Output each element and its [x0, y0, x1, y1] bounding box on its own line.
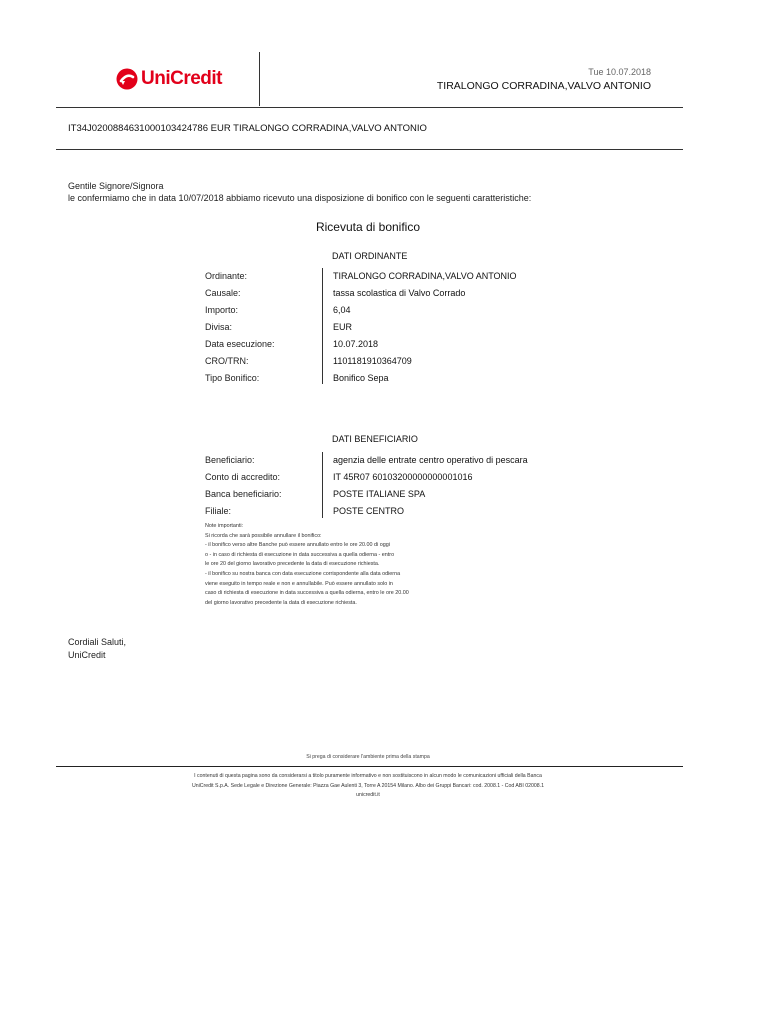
notes-line: caso di richiesta di esecuzione in data successiva a quella odierna, entro le ore 20.00: [205, 590, 409, 597]
importo-value: 6,04: [333, 305, 351, 315]
closing: [68, 636, 126, 662]
causale-label: Causale:: [205, 288, 241, 298]
cro-trn-value: 1101181910364709: [333, 356, 412, 366]
notes-line: Si ricorda che sarà possibile annullare il bonifico:: [205, 532, 322, 539]
tipo-bonifico-value: Bonifico Sepa: [333, 373, 389, 383]
beneficiario-table-divider: [322, 452, 323, 518]
header-account-holder: TIRALONGO CORRADINA,VALVO ANTONIO: [436, 80, 651, 92]
conto-accredito-label: Conto di accredito:: [205, 472, 281, 482]
divisa-value: EUR: [333, 322, 353, 332]
footer-disclaimer: I contenuti di questa pagina sono da considerarsi a titolo puramente informativo e non sostituiscono in alcun modo le comunicazioni ufficiali della Banca: [194, 773, 542, 779]
conto-accredito-value: IT 45R07 60103200000000001016: [333, 472, 473, 482]
beneficiario-value: agenzia delle entrate centro operativo di pescara: [333, 455, 528, 465]
banca-beneficiario-label: Banca beneficiario:: [205, 489, 282, 499]
ordinante-value: TIRALONGO CORRADINA,VALVO ANTONIO: [333, 271, 517, 281]
important-notes: [205, 522, 525, 608]
importo-label: Importo:: [205, 305, 239, 315]
greeting-salutation: Gentile Signore/Signora: [68, 181, 164, 191]
notes-line: o - in caso di richiesta di esecuzione in data successiva a quella odierna - entro: [205, 551, 395, 558]
filiale-value: POSTE CENTRO: [333, 506, 405, 516]
unicredit-logo: [116, 66, 222, 92]
header-divider: [259, 52, 260, 106]
divisa-label: Divisa:: [205, 322, 233, 332]
ordinante-table-divider: [322, 268, 323, 384]
header-date: Tue 10.07.2018: [588, 67, 651, 77]
notes-line: del giorno lavorativo precedente la data di esecuzione richiesta.: [205, 599, 357, 606]
ordinante-label: Ordinante:: [205, 271, 248, 281]
footer-rule: [56, 766, 683, 767]
account-rule: [56, 149, 683, 150]
beneficiario-label: Beneficiario:: [205, 455, 255, 465]
closing-signature: UniCredit: [68, 650, 106, 660]
account-line: IT34J0200884631000103424786 EUR TIRALONGO CORRADINA,VALVO ANTONIO: [68, 123, 427, 134]
footer-company-info: UniCredit S.p.A. Sede Legale e Direzione Generale: Piazza Gae Aulenti 3, Torre A 20154 Milano. Albo dei Gruppi Bancari: cod. 2008.1 - Cod ABI 02008.1: [191, 782, 544, 789]
notes-line: viene eseguito in tempo reale e non e annullabile. Può essere annullato solo in: [205, 580, 393, 587]
footer-website-link[interactable]: unicredit.it: [356, 792, 380, 798]
brand-name: UniCredit: [141, 68, 222, 89]
filiale-label: Filiale:: [205, 506, 232, 516]
data-esecuzione-label: Data esecuzione:: [205, 339, 275, 349]
notes-line: le ore 20 del giorno lavorativo precedente la data di esecuzione richiesta.: [205, 561, 380, 568]
footer-legal: [0, 772, 736, 801]
beneficiario-heading: DATI BENEFICIARIO: [332, 434, 418, 444]
notes-line: Note importanti:: [205, 523, 244, 529]
data-esecuzione-value: 10.07.2018: [333, 339, 379, 349]
receipt-title: Ricevuta di bonifico: [315, 220, 421, 234]
cro-trn-label: CRO/TRN:: [205, 356, 249, 366]
closing-salutation: Cordiali Saluti,: [68, 637, 127, 647]
causale-value: tassa scolastica di Valvo Corrado: [333, 288, 466, 298]
header-rule: [56, 107, 683, 108]
greeting: [68, 180, 531, 204]
notes-line: - il bonifico su nostra banca con data esecuzione corrispondente alla data odierna: [205, 570, 401, 577]
unicredit-logo-icon: [116, 68, 138, 90]
eco-note: Si prega di considerare l'ambiente prima della stampa: [306, 754, 430, 760]
tipo-bonifico-label: Tipo Bonifico:: [205, 373, 260, 383]
greeting-confirmation: le confermiamo che in data 10/07/2018 abbiamo ricevuto una disposizione di bonifico con le seguenti caratteristiche:: [68, 193, 532, 203]
ordinante-heading: DATI ORDINANTE: [332, 251, 408, 261]
banca-beneficiario-value: POSTE ITALIANE SPA: [333, 489, 426, 499]
notes-line: - il bonifico verso altre Banche può essere annullato entro le ore 20.00 di oggi: [205, 542, 390, 549]
